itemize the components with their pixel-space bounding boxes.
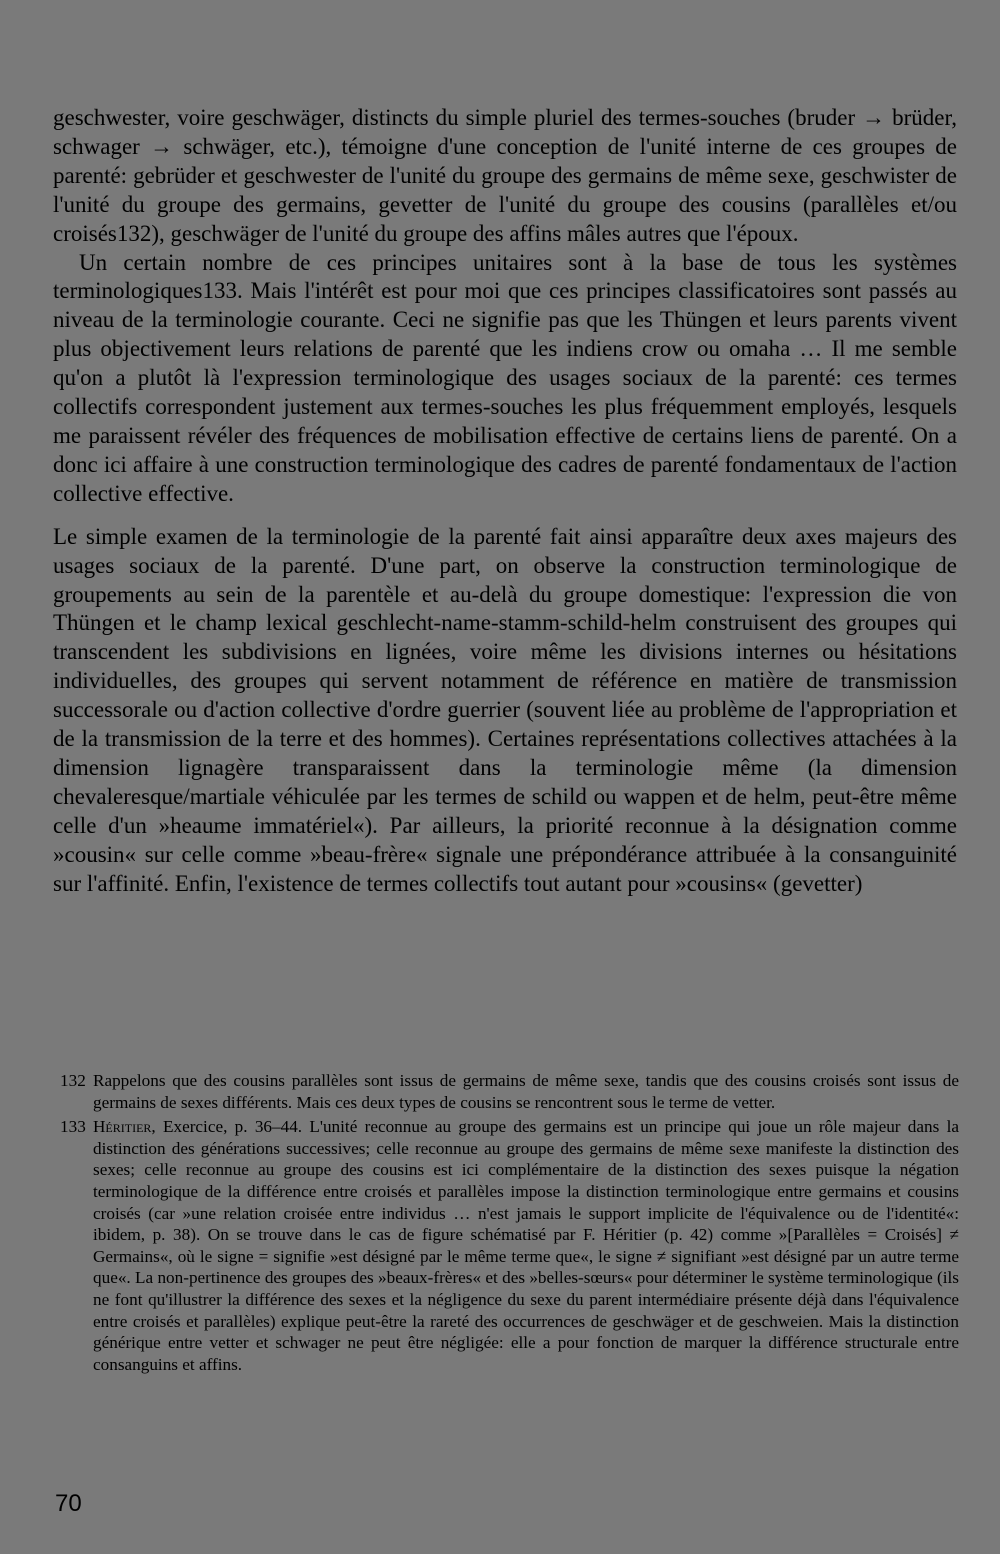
footnote-number: 132 xyxy=(60,1071,86,1090)
footnote-132 xyxy=(60,1070,959,1113)
paragraph-3: Le simple examen de la terminologie de la parenté fait ainsi apparaître deux axes majeurs des usages sociaux de la parenté. D'une part, on observe la construction terminologique de groupements au sein de la parentèle et au-delà du groupe domestique: l'expression die von Thüngen et le champ lexical geschlecht-name-stamm-schild-helm construisent des groupes qui transcendent les subdivisions en lignées, voire même les divisions internes ou hésitations individuelles, des groupes qui servent notamment de référence en matière de transmission successorale ou d'action collective d'ordre guerrier (souvent liée au problème de l'appropriation et de la transmission de la terre et des hommes). Certaines représentations collectives attachées à la dimension lignagère transparaissent dans la terminologie même (la dimension chevaleresque/martiale véhiculée par les termes de schild ou wappen et de helm, peut-être même celle d'un »heaume immatériel«). Par ailleurs, la priorité reconnue à la désignation comme »cousin« sur celle comme »beau-frère« signale une prépondérance attribuée à la consanguinité sur l'affinité. Enfin, l'existence de termes collectifs tout autant pour »cousins« (gevetter) xyxy=(53,523,957,896)
footnote-133 xyxy=(60,1116,959,1375)
footnote-text: Rappelons que des cousins parallèles sont issus de germains de même sexe, tandis que des cousins croisés sont issus de germains de sexes différents. Mais ces deux types de cousins se rencontrent sous le terme de vetter. xyxy=(93,1071,959,1112)
footnotes xyxy=(60,1070,959,1378)
main-text xyxy=(53,104,957,898)
paragraph-2: Un certain nombre de ces principes unitaires sont à la base de tous les systèmes terminologiques133. Mais l'intérêt est pour moi que ces principes classificatoires sont passés au niveau de la terminologie courante. Ceci ne signifie pas que les Thüngen et leurs parents vivent plus objectivement leurs relations de parenté que les indiens crow ou omaha … Il me semble qu'on a plutôt là l'expression terminologique des usages sociaux de la parenté: ces termes collectifs correspondent justement aux termes-souches les plus fréquemment employés, lesquels me paraissent révéler des fréquences de mobilisation effective de certains liens de parenté. On a donc ici affaire à une construction terminologique des cadres de parenté fondamentaux de l'action collective effective. xyxy=(53,249,957,506)
page-number: 70 xyxy=(55,1490,82,1517)
paragraph-1: geschwester, voire geschwäger, distincts du simple pluriel des termes-souches (bruder → brüder, schwager → schwäger, etc.), témoigne d'une conception de l'unité interne de ces groupes de parenté: gebrüder et geschwester de l'unité du groupe des germains de même sexe, geschwister de l'unité du groupe des germains, gevetter de l'unité du groupe des cousins (parallèles et/ou croisés132), geschwäger de l'unité du groupe des affins mâles autres que l'époux. xyxy=(53,105,957,246)
footnote-text: , Exercice, p. 36–44. L'unité reconnue au groupe des germains est un principe qui joue un rôle majeur dans la distinction des générations successives; celle reconnue au groupe des germains de même sexe manifeste la distinction des sexes; celle reconnue au groupe des cousins est ici complémentaire de la distinction des sexes puisque la négation terminologique de la différence entre croisés et parallèles impose la distinction terminologique entre germains et cousins croisés (car »une relation croisée entre individus … n'est jamais le support implicite de l'équivalence ou de l'identité«: ibidem, p. 38). On se trouve dans le cas de figure schématisé par F. Héritier (p. 42) comme »[Parallèles = Croisés] ≠ Germains«, où le signe = signifie »est désigné par le même terme que«, le signe ≠ signifiant »est désigné par un autre terme que«. La non-pertinence des groupes des »beaux-frères« et des »belles-sœurs« pour déterminer le système terminologique (ils ne font qu'illustrer la différence des sexes et la négligence du sexe du parent intermédiaire présente déjà dans l'équivalence entre croisés et parallèles) explique peut-être la rareté des occurrences de geschwäger et de geschweien. Mais la distinction générique entre vetter et schwager ne peut être négligée: elle a pour fonction de marquer la différence structurale entre consanguins et affins. xyxy=(93,1117,959,1374)
footnote-number: 133 xyxy=(60,1117,86,1137)
footnote-author: Héritier xyxy=(93,1117,152,1137)
